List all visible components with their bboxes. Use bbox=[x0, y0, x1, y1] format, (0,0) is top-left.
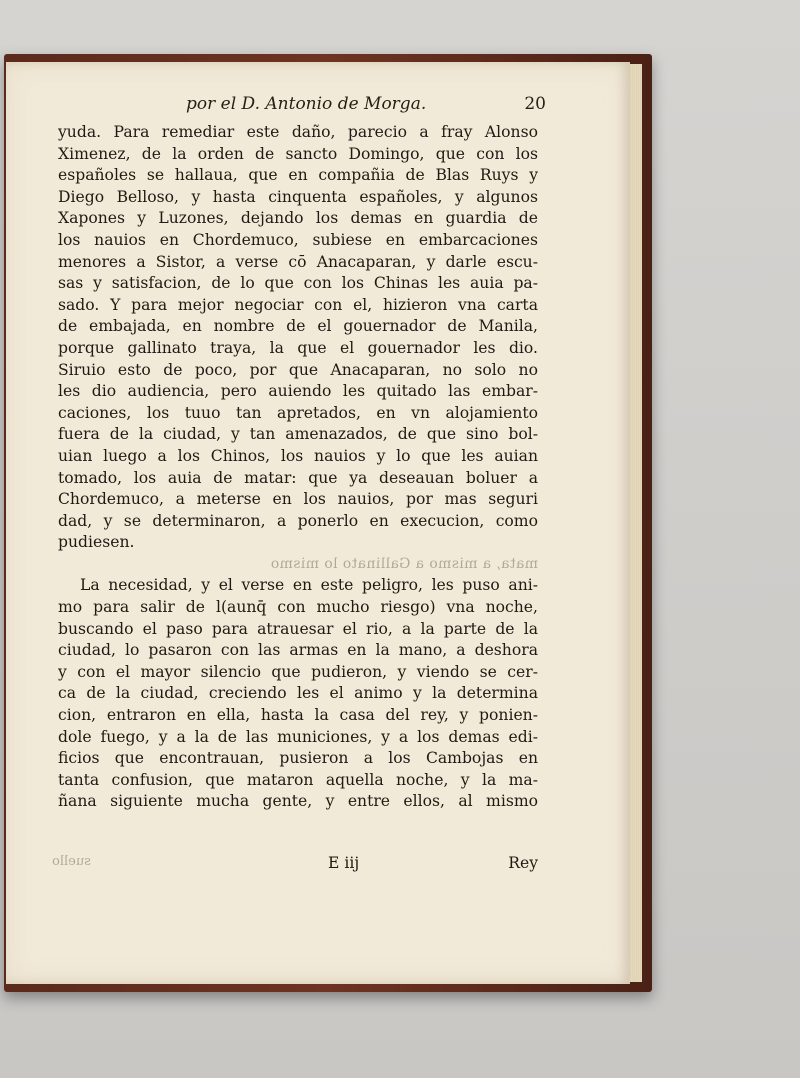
text-line: Chordemuco, a meterse en los nauios, por mas seguri bbox=[58, 490, 538, 509]
text-line: sas y satisfacion, de lo que con los Chinas les auia pa- bbox=[58, 274, 538, 293]
text-line: uian luego a los Chinos, los nauios y lo que les auian bbox=[58, 446, 538, 465]
text-line: fuera de la ciudad, y tan amenazados, de que sino bol- bbox=[58, 425, 538, 444]
text-line: tomado, los auia de matar: que ya deseauan boluer a bbox=[58, 468, 538, 487]
text-line: yuda. Para remediar este daño, parecio a fray Alonso bbox=[58, 123, 538, 141]
text-line: Xapones y Luzones, dejando los demas en guardia de bbox=[58, 209, 538, 228]
text-line: menores a Sistor, a verse cō Anacaparan, y darle escu- bbox=[58, 252, 538, 271]
text-line: La necesidad, y el verse en este peligro, les puso ani- bbox=[80, 576, 538, 595]
body-text bbox=[58, 122, 538, 813]
catchword: Rey bbox=[508, 854, 538, 872]
text-line: dad, y se determinaron, a ponerlo en execucion, como bbox=[58, 511, 538, 530]
text-line: de embajada, en nombre de el gouernador de Manila, bbox=[58, 317, 538, 336]
text-line: españoles se hallaua, que en compañia de Blas Ruys y bbox=[58, 166, 538, 185]
text-line: los nauios en Chordemuco, subiese en embarcaciones bbox=[58, 230, 538, 249]
text-line: buscando el paso para atrauesar el rio, a la parte de la bbox=[58, 619, 538, 638]
text-line: dole fuego, y a la de las municiones, y a los demas edi- bbox=[58, 727, 538, 746]
folio-number: 20 bbox=[524, 94, 546, 114]
text-line: ñana siguiente mucha gente, y entre ellos, al mismo bbox=[58, 792, 538, 811]
show-through-text: mata, a mismo a Gallinato lo mismo bbox=[270, 555, 538, 572]
page-header bbox=[186, 94, 546, 120]
text-line: porque gallinato traya, la que el gouernador les dio. bbox=[58, 338, 538, 357]
text-line: caciones, los tuuo tan apretados, en vn alojamiento bbox=[58, 403, 538, 422]
page-edges bbox=[630, 64, 642, 982]
page-footer bbox=[52, 854, 538, 878]
text-line: Diego Belloso, y hasta cinquenta españoles, y algunos bbox=[58, 187, 538, 206]
text-line: Ximenez, de la orden de sancto Domingo, que con los bbox=[58, 144, 538, 163]
text-line: tanta confusion, que mataron aquella noche, y la ma- bbox=[58, 770, 538, 789]
text-line: pudiesen. bbox=[58, 533, 135, 552]
text-line: les dio audiencia, pero auiendo les quitado las embar- bbox=[58, 382, 538, 401]
text-line: y con el mayor silencio que pudieron, y viendo se cer- bbox=[58, 662, 538, 681]
signature-mark: E iij bbox=[328, 854, 360, 872]
text-line: cion, entraron en ella, hasta la casa del rey, y ponien- bbox=[58, 706, 538, 725]
text-line: ciudad, lo pasaron con las armas en la mano, a deshora bbox=[58, 641, 538, 660]
text-line: sado. Y para mejor negociar con el, hizieron vna carta bbox=[58, 295, 538, 314]
show-through-text: suello bbox=[52, 854, 91, 869]
running-head: por el D. Antonio de Morga. bbox=[186, 94, 427, 114]
text-line: mo para salir de l(aunq̄ con mucho riesgo) vna noche, bbox=[58, 598, 538, 617]
text-line: ficios que encontrauan, pusieron a los Cambojas en bbox=[58, 749, 538, 768]
text-line: ca de la ciudad, creciendo les el animo y la determina bbox=[58, 684, 538, 703]
text-line: Siruio esto de poco, por que Anacaparan, no solo no bbox=[58, 360, 538, 379]
